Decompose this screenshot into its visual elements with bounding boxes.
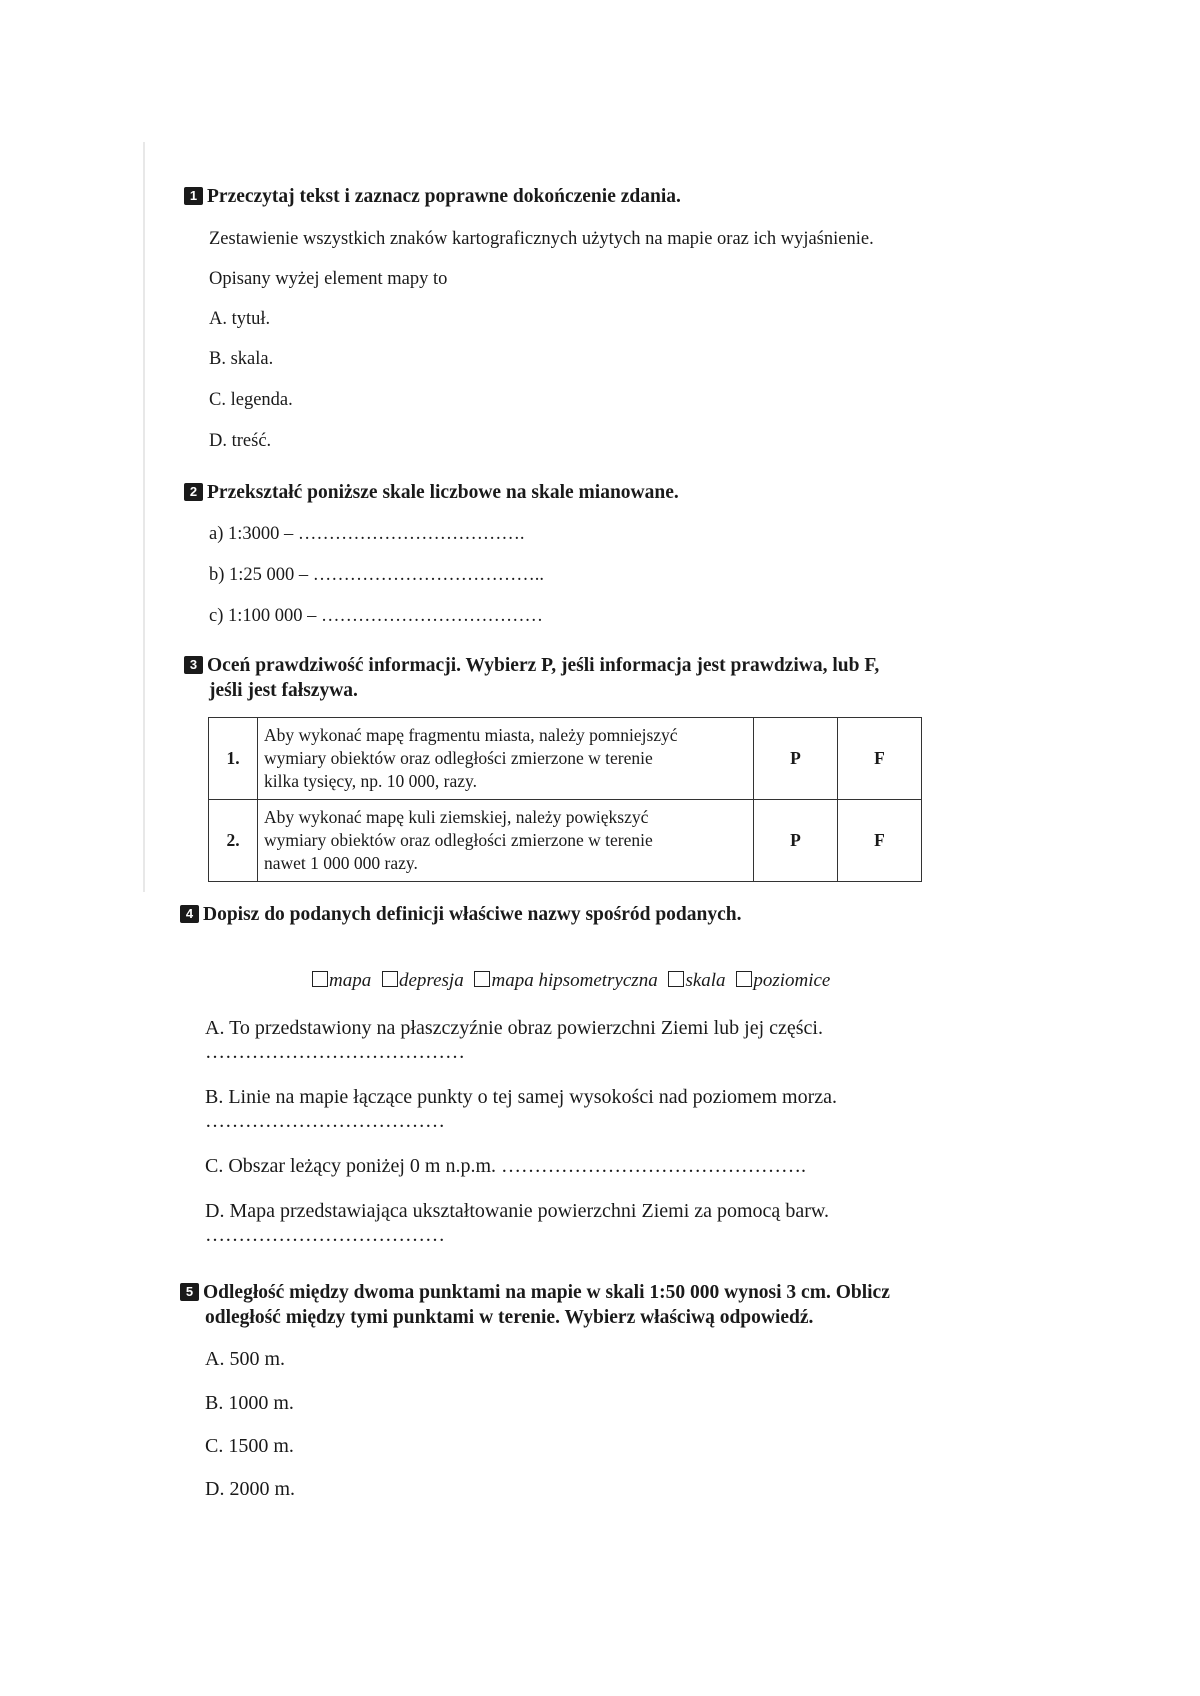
table-row [209, 800, 922, 882]
row-number: 2. [209, 800, 258, 882]
checkbox-icon [736, 971, 752, 987]
checkbox-icon [312, 971, 328, 987]
option-false[interactable]: F [838, 718, 922, 800]
question-4-title: Dopisz do podanych definicji właściwe nazwy spośród podanych. [203, 904, 742, 925]
word-bank-item[interactable]: mapa hipsometryczna [474, 970, 657, 991]
question-4-heading [180, 902, 742, 928]
option-true[interactable]: P [754, 718, 838, 800]
statement-line: wymiary obiektów oraz odległości zmierzone w terenie [264, 748, 653, 768]
checkbox-icon [474, 971, 490, 987]
question-1-title: Przeczytaj tekst i zaznacz poprawne dokończenie zdania. [207, 186, 681, 207]
question-1-text: Zestawienie wszystkich znaków kartograficznych użytych na mapie oraz ich wyjaśnienie. [209, 229, 874, 249]
word-bank [312, 970, 836, 992]
answer-option[interactable]: B. skala. [209, 349, 274, 369]
question-1-prompt: Opisany wyżej element mapy to [209, 269, 448, 289]
scale-item[interactable]: b) 1:25 000 – ……………………………….. [209, 565, 545, 585]
answer-option[interactable]: A. tytuł. [209, 309, 271, 329]
question-3-heading [184, 653, 879, 703]
answer-option[interactable]: B. 1000 m. [205, 1392, 294, 1414]
table-row [209, 718, 922, 800]
statement-line: wymiary obiektów oraz odległości zmierzone w terenie [264, 830, 653, 850]
answer-blank[interactable]: ………………………………… [205, 1041, 465, 1063]
true-false-table [208, 717, 922, 882]
question-number-badge: 2 [184, 483, 203, 501]
statement-line: Aby wykonać mapę kuli ziemskiej, należy powiększyć [264, 807, 649, 827]
word-bank-item[interactable]: mapa [312, 970, 371, 991]
row-number: 1. [209, 718, 258, 800]
answer-option[interactable]: C. legenda. [209, 390, 293, 410]
statement-line: Aby wykonać mapę fragmentu miasta, należy pomniejszyć [264, 725, 678, 745]
word-bank-item[interactable]: poziomice [736, 970, 830, 991]
option-true[interactable]: P [754, 800, 838, 882]
margin-rule [143, 142, 145, 892]
scale-item[interactable]: c) 1:100 000 – ……………………………… [209, 606, 544, 626]
question-3-title-line2: jeśli jest fałszywa. [209, 680, 358, 701]
definition-c[interactable]: C. Obszar leżący poniżej 0 m n.p.m. ………………………………………. [205, 1155, 807, 1177]
answer-option[interactable]: C. 1500 m. [205, 1435, 294, 1457]
answer-blank[interactable]: ……………………………… [205, 1224, 445, 1246]
question-number-badge: 4 [180, 905, 199, 923]
question-2-heading [184, 480, 679, 506]
option-false[interactable]: F [838, 800, 922, 882]
question-number-badge: 1 [184, 187, 203, 205]
question-5-title-line1: Odległość między dwoma punktami na mapie w skali 1:50 000 wynosi 3 cm. Oblicz [203, 1282, 890, 1303]
definition-b: B. Linie na mapie łączące punkty o tej samej wysokości nad poziomem morza. [205, 1086, 838, 1108]
question-5-heading [180, 1280, 890, 1330]
question-number-badge: 3 [184, 656, 203, 674]
scale-item[interactable]: a) 1:3000 – ………………………………. [209, 524, 525, 544]
question-1-heading [184, 184, 681, 210]
question-number-badge: 5 [180, 1283, 199, 1301]
word-bank-item[interactable]: skala [668, 970, 725, 991]
question-5-title-line2: odległość między tymi punktami w terenie. Wybierz właściwą odpowiedź. [205, 1307, 814, 1328]
answer-option[interactable]: A. 500 m. [205, 1348, 285, 1370]
definition-d: D. Mapa przedstawiająca ukształtowanie powierzchni Ziemi za pomocą barw. [205, 1200, 829, 1222]
word-bank-item[interactable]: depresja [382, 970, 464, 991]
checkbox-icon [668, 971, 684, 987]
statement-cell [258, 718, 754, 800]
definition-a: A. To przedstawiony na płaszczyźnie obraz powierzchni Ziemi lub jej części. [205, 1017, 823, 1039]
checkbox-icon [382, 971, 398, 987]
statement-cell [258, 800, 754, 882]
answer-blank[interactable]: ……………………………… [205, 1110, 445, 1132]
question-2-title: Przekształć poniższe skale liczbowe na skale mianowane. [207, 482, 679, 503]
answer-option[interactable]: D. treść. [209, 431, 272, 451]
answer-option[interactable]: D. 2000 m. [205, 1478, 295, 1500]
question-3-title-line1: Oceń prawdziwość informacji. Wybierz P, jeśli informacja jest prawdziwa, lub F, [207, 655, 880, 676]
statement-line: kilka tysięcy, np. 10 000, razy. [264, 771, 478, 791]
statement-line: nawet 1 000 000 razy. [264, 853, 418, 873]
